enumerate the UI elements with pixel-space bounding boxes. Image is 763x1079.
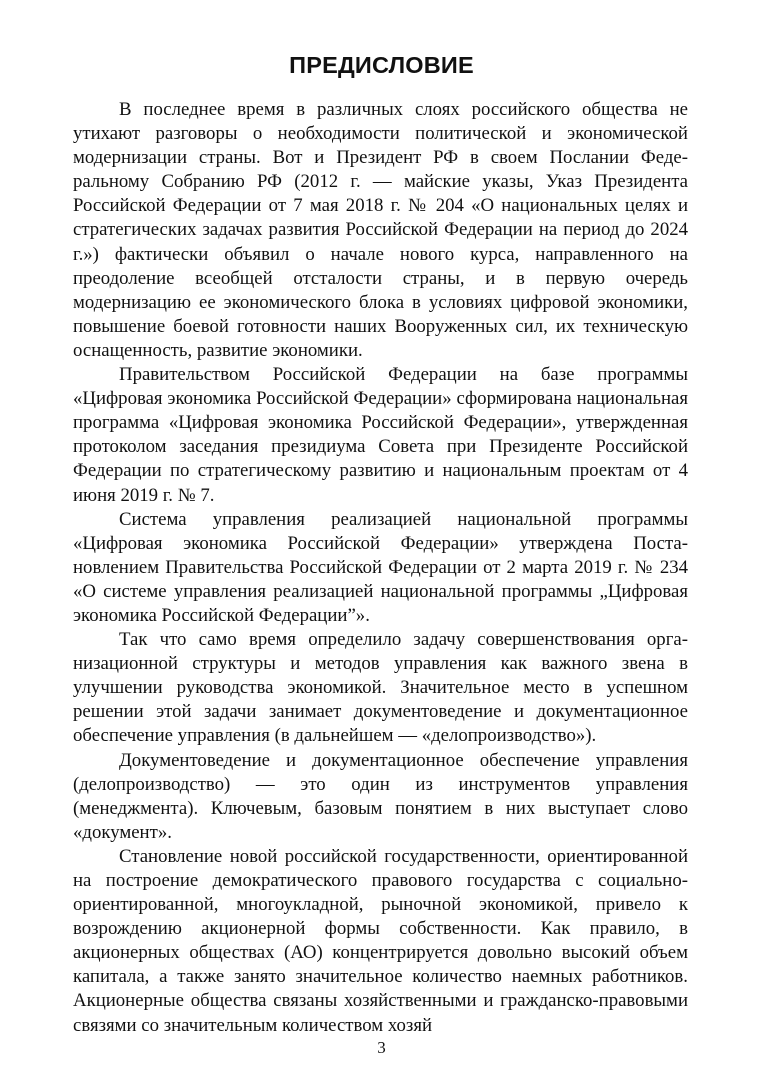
- page-heading: ПРЕДИСЛОВИЕ: [289, 52, 474, 78]
- page-number: 3: [377, 1038, 386, 1057]
- paragraph-5: Документоведение и документационное обеспечение управления (делопроизводство) — это один из инструментов управления (менеджмента). Ключевым, базовым понятием в них выступает слово «документ».: [73, 749, 688, 843]
- paragraph-2: Правительством Российской Федерации на базе программы «Цифровая экономика Российской Федерации» сформирована национальная программа «Цифровая экономика Российской Федерации», утвержденная протоколом заседания президиума Совета при Президенте Российской Федерации по стратегическому развитию и национальным проектам от 4 июня 2019 г. № 7.: [73, 364, 688, 506]
- paragraph-6: Становление новой российской государственности, ориентированной на построение демократического правового государства с социально-ориентированной, многоукладной, рыночной экономикой, привело к возрождению акционерной формы собственности. Как правило, в акционерных обществах (АО) концентрируется довольно высокий объем капитала, а также занято значительное количество наемных работников. Акционерные общества связаны хозяйственными и гражданско-правовыми связями со значительным количеством хозяй: [73, 845, 688, 1036]
- body-text: [73, 98, 688, 1038]
- paragraph-1: В последнее время в различных слоях российского общества не утихают разговоры о необходимости политической и экономической модернизации страны. Вот и Президент РФ в своем Послании Федеральному Собранию РФ (2012 г. — майские указы, Указ Президента Российской Федерации от 7 мая 2018 г. № 204 «О национальных целях и стратегических задачах развития Российской Федерации на период до 2024 г.») фактически объявил о начале нового курса, направленного на преодоление всеобщей отсталости страны, и в первую очередь модернизацию ее экономического блока в условиях цифровой экономики, повышение боевой готовности наших Вооруженных сил, их техническую оснащенность, развитие экономики.: [73, 99, 688, 361]
- paragraph-4: Так что само время определило задачу совершенствования организационной структуры и методов управления как важного звена в улучшении руководства экономикой. Значительное место в успешном решении этой задачи занимает документоведение и документационное обеспечение управления (в дальнейшем — «делопроизводство»).: [73, 629, 688, 747]
- paragraph-3: Система управления реализацией национальной программы «Цифровая экономика Российской Федерации» утверждена Постановлением Правительства Российской Федерации от 2 марта 2019 г. № 234 «О системе управления реализацией национальной программы „Цифровая экономика Российской Федерации”».: [73, 508, 688, 626]
